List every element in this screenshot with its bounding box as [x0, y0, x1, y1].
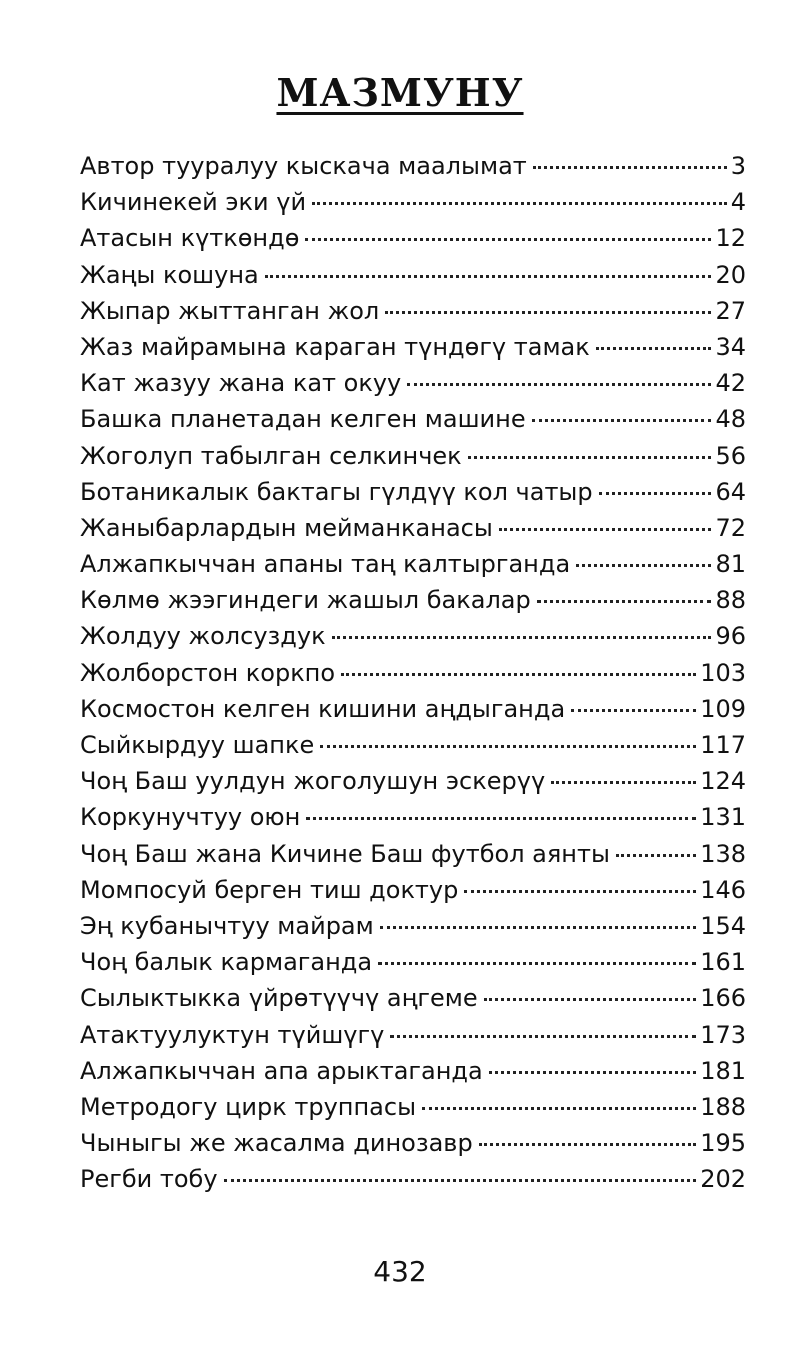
toc-dot-leader — [616, 854, 696, 857]
toc-entry-title: Ботаникалык бактагы гүлдүү кол чатыр — [80, 477, 593, 506]
toc-entry-page: 27 — [715, 296, 746, 325]
toc-entry — [80, 1161, 746, 1197]
toc-entry-page: 138 — [700, 839, 746, 868]
toc-entry-page: 20 — [715, 260, 746, 289]
toc-entry-title: Космостон келген кишини аңдыганда — [80, 694, 566, 723]
toc-dot-leader — [484, 998, 697, 1001]
toc-entry-page: 173 — [700, 1020, 746, 1049]
page-title-text: МАЗМУНУ — [276, 70, 524, 115]
toc-entry — [80, 474, 746, 510]
toc-entry-title: Жаңы кошуна — [80, 260, 259, 289]
toc-dot-leader — [265, 275, 712, 278]
toc-dot-leader — [464, 890, 696, 893]
toc-entry-title: Жыпар жыттанган жол — [80, 296, 380, 325]
toc-entry-title: Чоң Баш уулдун жоголушун эскерүү — [80, 767, 546, 796]
toc-entry — [80, 293, 746, 329]
toc-entry-title: Кичинекей эки үй — [80, 188, 307, 217]
toc-entry — [80, 438, 746, 474]
toc-entry — [80, 1125, 746, 1161]
toc-entry-title: Атасын күткөндө — [80, 224, 300, 253]
toc-dot-leader — [224, 1179, 697, 1182]
toc-dot-leader — [532, 419, 712, 422]
toc-dot-leader — [576, 564, 711, 567]
toc-entry — [80, 220, 746, 256]
toc-entry — [80, 655, 746, 691]
toc-entry-title: Эң кубанычтуу майрам — [80, 911, 374, 940]
toc-entry-title: Жаныбарлардын мейманканасы — [80, 513, 493, 542]
toc-dot-leader — [499, 528, 712, 531]
toc-entry-page: 42 — [715, 369, 746, 398]
toc-dot-leader — [422, 1107, 696, 1110]
toc-dot-leader — [332, 636, 712, 639]
toc-dot-leader — [489, 1071, 696, 1074]
toc-entry-title: Алжапкыччан апа арыктаганда — [80, 1056, 483, 1085]
toc-entry — [80, 727, 746, 763]
toc-dot-leader — [312, 202, 727, 205]
toc-dot-leader — [380, 926, 696, 929]
toc-dot-leader — [468, 456, 712, 459]
toc-dot-leader — [390, 1035, 696, 1038]
toc-entry-page: 88 — [715, 586, 746, 615]
toc-entry-page: 117 — [700, 731, 746, 759]
page-title — [0, 70, 800, 116]
toc-dot-leader — [533, 166, 727, 169]
toc-entry-title: Сылыктыкка үйрөтүүчү аңгеме — [80, 984, 478, 1013]
toc-entry-title: Сыйкырдуу шапке — [80, 731, 315, 759]
toc-entry-title: Жоголуп табылган селкинчек — [80, 441, 462, 470]
toc-dot-leader — [537, 600, 712, 603]
toc-entry-page: 12 — [715, 224, 746, 253]
toc-entry-page: 109 — [700, 694, 746, 723]
toc-entry — [80, 763, 746, 799]
toc-dot-leader — [551, 781, 696, 784]
toc-entry-title: Алжапкыччан апаны таң калтырганда — [80, 550, 571, 579]
toc-entry — [80, 546, 746, 582]
toc-entry — [80, 329, 746, 365]
toc-dot-leader — [341, 673, 696, 676]
toc-entry-page: 56 — [715, 441, 746, 470]
toc-dot-leader — [407, 383, 711, 386]
toc-entry-title: Жолдуу жолсуздук — [80, 622, 326, 651]
toc-entry-page: 4 — [730, 188, 746, 217]
table-of-contents — [80, 148, 746, 1197]
toc-entry-title: Көлмө жээгиндеги жашыл бакалар — [80, 586, 531, 615]
toc-entry — [80, 184, 746, 220]
toc-entry-page: 181 — [700, 1056, 746, 1085]
toc-entry-title: Коркунучтуу оюн — [80, 803, 301, 832]
toc-dot-leader — [596, 347, 712, 350]
toc-entry — [80, 1017, 746, 1053]
page-number: 432 — [373, 1255, 427, 1288]
toc-dot-leader — [306, 817, 696, 820]
toc-entry — [80, 799, 746, 835]
toc-entry-page: 96 — [715, 622, 746, 651]
toc-entry-page: 161 — [700, 948, 746, 977]
toc-entry-title: Атактуулуктун түйшүгү — [80, 1020, 385, 1049]
toc-entry — [80, 510, 746, 546]
toc-entry-title: Чоң Баш жана Кичине Баш футбол аянты — [80, 839, 610, 868]
toc-entry — [80, 691, 746, 727]
toc-entry-page: 195 — [700, 1129, 746, 1158]
toc-dot-leader — [571, 709, 696, 712]
toc-entry — [80, 980, 746, 1016]
toc-dot-leader — [378, 962, 696, 965]
toc-entry-title: Жаз майрамына караган түндөгү тамак — [80, 332, 590, 361]
toc-entry-title: Регби тобу — [80, 1165, 218, 1194]
toc-entry — [80, 148, 746, 184]
toc-entry — [80, 872, 746, 908]
toc-entry-page: 72 — [715, 513, 746, 542]
toc-entry-page: 188 — [700, 1092, 746, 1121]
toc-entry-title: Башка планетадан келген машине — [80, 405, 526, 434]
toc-entry-title: Жолборстон коркпо — [80, 658, 336, 687]
toc-dot-leader — [320, 745, 696, 748]
toc-dot-leader — [385, 311, 711, 314]
toc-entry — [80, 908, 746, 944]
toc-entry — [80, 836, 746, 872]
toc-entry-page: 81 — [715, 550, 746, 579]
toc-entry-title: Чыныгы же жасалма динозавр — [80, 1129, 473, 1158]
toc-entry-page: 124 — [700, 767, 746, 796]
toc-entry-page: 103 — [700, 658, 746, 687]
toc-entry — [80, 618, 746, 654]
toc-entry-page: 3 — [730, 152, 746, 180]
toc-entry-title: Метродогу цирк труппасы — [80, 1092, 417, 1121]
toc-entry-page: 131 — [700, 803, 746, 832]
toc-entry-page: 146 — [700, 875, 746, 904]
toc-dot-leader — [305, 238, 711, 241]
toc-entry-title: Момпосуй берген тиш доктур — [80, 875, 459, 904]
toc-entry-title: Кат жазуу жана кат окуу — [80, 369, 402, 398]
toc-entry — [80, 257, 746, 293]
toc-entry — [80, 944, 746, 980]
toc-entry-page: 166 — [700, 984, 746, 1013]
toc-entry-page: 64 — [715, 477, 746, 506]
toc-entry-title: Автор тууралуу кыскача маалымат — [80, 152, 527, 180]
toc-dot-leader — [479, 1143, 697, 1146]
toc-entry-page: 202 — [700, 1165, 746, 1194]
toc-entry — [80, 1053, 746, 1089]
toc-entry — [80, 401, 746, 437]
toc-entry — [80, 365, 746, 401]
toc-entry-page: 34 — [715, 332, 746, 361]
toc-entry-page: 48 — [715, 405, 746, 434]
toc-dot-leader — [599, 492, 712, 495]
toc-entry — [80, 1089, 746, 1125]
toc-entry-page: 154 — [700, 911, 746, 940]
toc-entry-title: Чоң балык кармаганда — [80, 948, 373, 977]
toc-entry — [80, 582, 746, 618]
